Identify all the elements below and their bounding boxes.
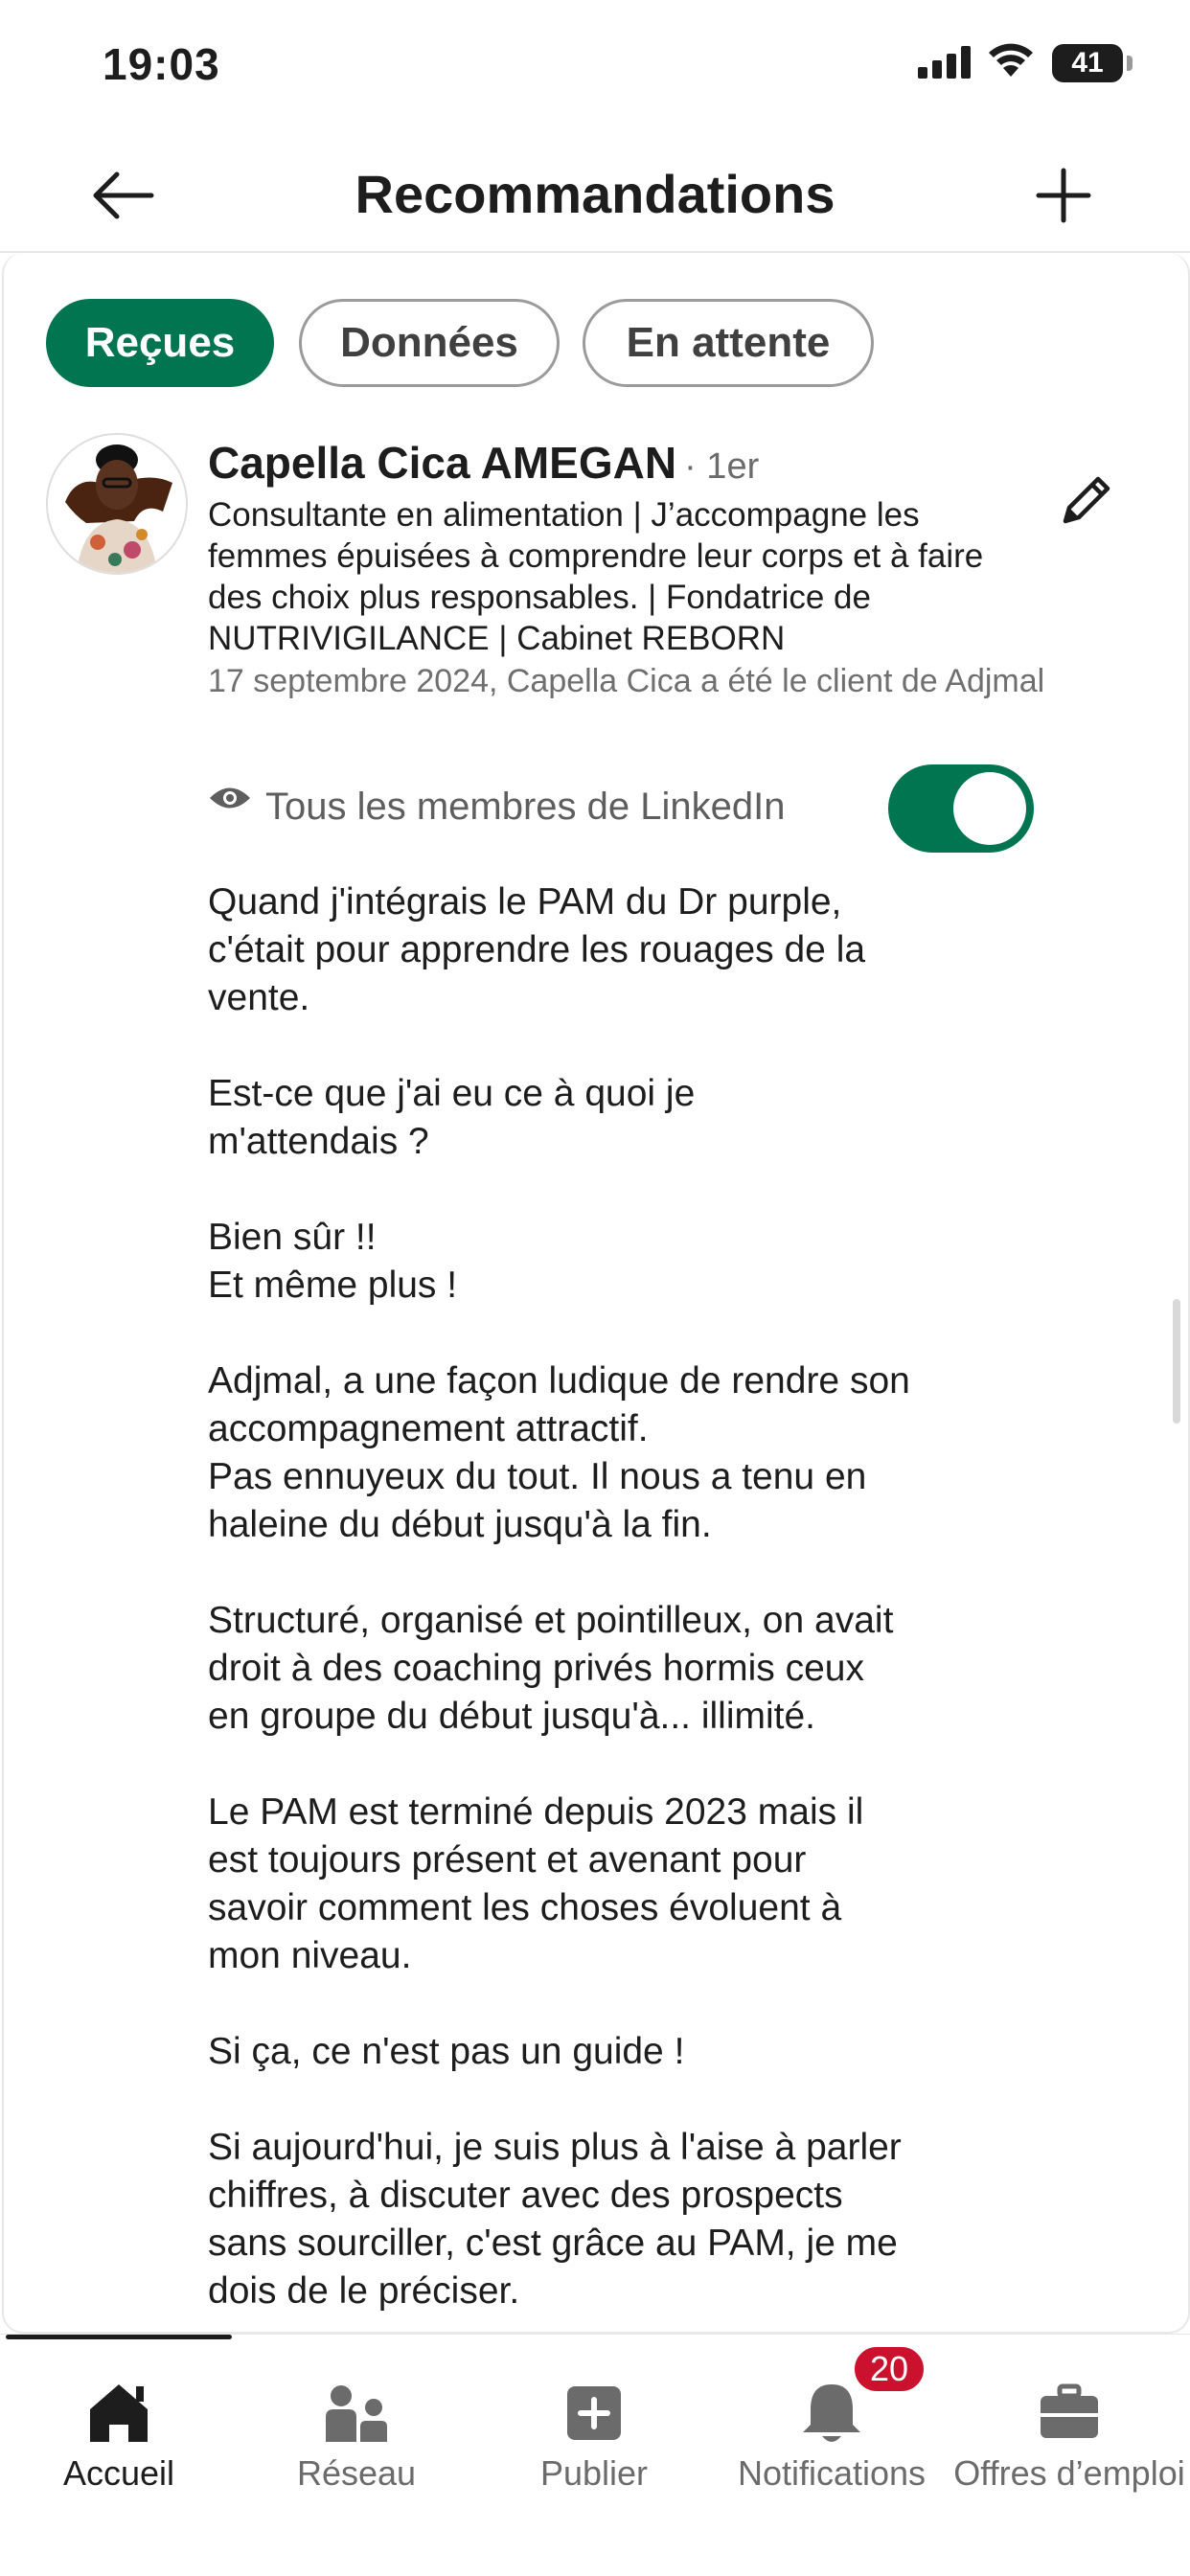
eye-icon xyxy=(208,784,252,812)
bottom-navigation xyxy=(0,2334,1190,2576)
tab-recues[interactable]: Reçues xyxy=(46,299,274,387)
tab-en-attente[interactable]: En attente xyxy=(583,299,874,387)
tab-donnees[interactable]: Données xyxy=(299,299,560,387)
visibility-label: Tous les membres de LinkedIn xyxy=(265,786,786,828)
nav-accueil[interactable] xyxy=(0,2354,238,2493)
nav-offres-emploi[interactable] xyxy=(950,2354,1188,2493)
wifi-icon xyxy=(987,42,1035,79)
briefcase-icon xyxy=(950,2371,1188,2448)
recommendation-paragraph: Quand j'intégrais le PAM du Dr purple, c'était pour apprendre les rouages de la vente. xyxy=(208,881,866,1018)
nav-label-offres-emploi: Offres d’emploi xyxy=(953,2453,1185,2493)
recommendation-paragraph: Est-ce que j'ai eu ce à quoi je m'attendais ? xyxy=(208,1073,696,1162)
active-tab-indicator xyxy=(6,2335,232,2339)
recommender-name[interactable]: Capella Cica AMEGAN xyxy=(208,438,677,488)
battery-tip xyxy=(1127,56,1133,71)
status-bar xyxy=(0,0,1190,134)
recommender-name-row xyxy=(208,437,759,489)
recommendation-paragraph: Structuré, organisé et pointilleux, on avait droit à des coaching privés hormis ceux en groupe du début jusqu'à... illimité. xyxy=(208,1600,894,1737)
nav-reseau[interactable] xyxy=(238,2354,475,2493)
scrollbar[interactable] xyxy=(1173,1299,1180,1424)
recommendation-paragraph: Bien sûr !! Et même plus ! xyxy=(208,1217,458,1306)
recommendation-text xyxy=(208,878,1070,2363)
cellular-signal-icon xyxy=(918,46,972,79)
nav-label-publier: Publier xyxy=(539,2453,649,2493)
recommendation-paragraph: Le PAM est terminé depuis 2023 mais il est toujours présent et avenant pour savoir comment les choses évoluent à mon niveau. xyxy=(208,1791,864,1976)
home-icon xyxy=(0,2371,238,2448)
nav-label-reseau: Réseau xyxy=(296,2453,417,2493)
plus-icon[interactable] xyxy=(1033,165,1094,226)
battery-level: 41 xyxy=(1071,47,1104,79)
nav-publier[interactable] xyxy=(475,2354,713,2493)
visibility-toggle[interactable] xyxy=(888,764,1034,853)
recommendation-date-relation: 17 septembre 2024, Capella Cica a été le client de Adjmal xyxy=(208,663,1045,699)
battery-icon xyxy=(1052,44,1123,82)
recommendation-paragraph: Adjmal, a une façon ludique de rendre son accompagnement attractif. Pas ennuyeux du tout. Il nous a tenu en haleine du début jusqu'à la fin. xyxy=(208,1360,910,1545)
avatar-image xyxy=(48,435,186,573)
visibility-row xyxy=(208,764,1041,856)
recommendation-paragraph: Si ça, ce n'est pas un guide ! xyxy=(208,2031,685,2072)
page-title: Recommandations xyxy=(355,164,835,224)
connection-degree: · 1er xyxy=(684,446,760,487)
network-icon xyxy=(238,2371,475,2448)
toggle-knob xyxy=(953,772,1026,845)
status-time: 19:03 xyxy=(103,39,220,89)
recommendation-paragraph: Si aujourd'hui, je suis plus à l'aise à parler chiffres, à discuter avec des prospects sans sourciller, c'est grâce au PAM, je me dois de le préciser. xyxy=(208,2127,902,2312)
nav-label-accueil: Accueil xyxy=(62,2453,175,2493)
page-header xyxy=(0,144,1190,253)
avatar[interactable] xyxy=(46,433,188,575)
post-plus-icon xyxy=(475,2371,713,2448)
pencil-icon[interactable] xyxy=(1056,469,1117,531)
recommender-headline: Consultante en alimentation | J’accompagne les femmes épuisées à comprendre leur corps et à faire des choix plus responsables. | Fondatrice de NUTRIVIGILANCE | Cabinet REBORN xyxy=(208,496,984,657)
notification-count-badge: 20 xyxy=(851,2343,927,2395)
nav-label-notifications: Notifications xyxy=(737,2453,927,2493)
